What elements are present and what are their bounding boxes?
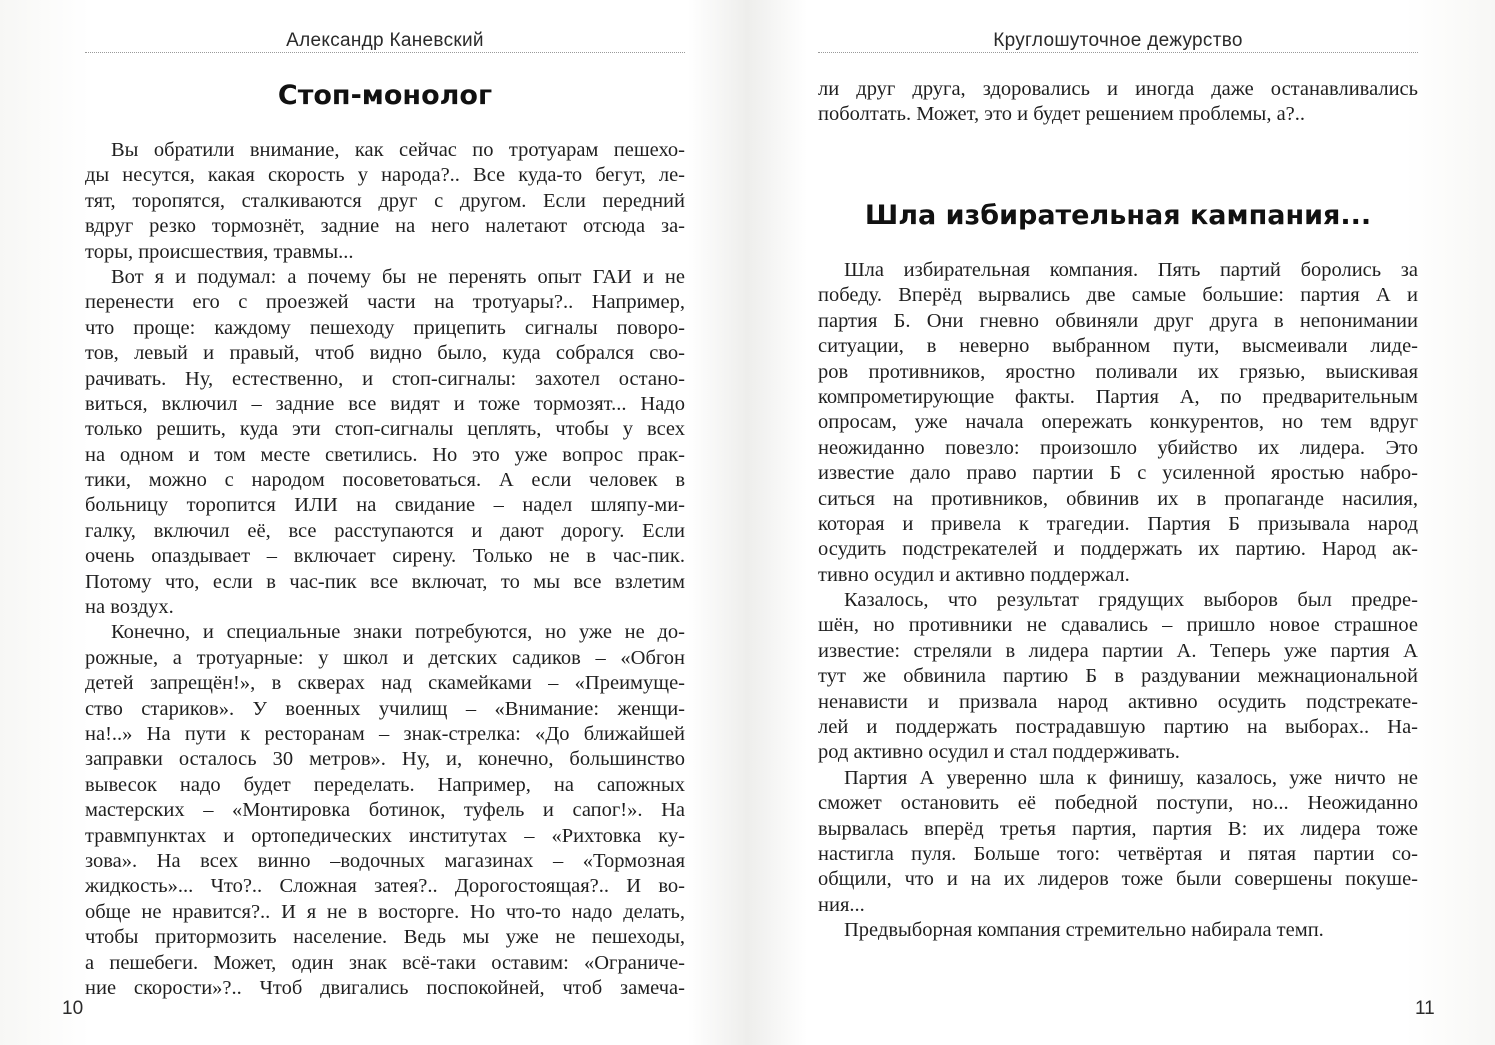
header-rule — [818, 52, 1418, 53]
carried-over-text — [818, 77, 1418, 128]
text-line: вдруг резко тормознёт, задние на него налетают отсюда за- — [85, 215, 685, 238]
text-line: рожные, а тротуарные: у школ и детских садиков – «Обгон — [85, 646, 685, 669]
text-line: победу. Вперёд вырвались две самые большие: партия А и — [818, 284, 1418, 307]
text-line: ние скорости»?.. Чтоб двигались поспокойней, чтоб замеча- — [85, 976, 685, 999]
text-line: которая и привела к трагедии. Партия Б призывала народ — [818, 512, 1418, 535]
text-line: партия Б. Они гневно обвиняли друг друга в непонимании — [818, 309, 1418, 332]
text-line: рачивать. Ну, естественно, и стоп-сигналы: захотел остано- — [85, 367, 685, 390]
body-text — [85, 138, 685, 1001]
text-line: а пешебеги. Может, один знак всё-таки оставим: «Ограниче- — [85, 951, 685, 974]
page-number: 10 — [62, 998, 84, 1019]
text-line: что проще: каждому пешеходу прицепить сигналы поворо- — [85, 316, 685, 339]
text-line: ситуации, в неверно выбранном пути, высмеивали лиде- — [818, 335, 1418, 358]
text-line: чтобы притормозить население. Ведь мы уже не пешеходы, — [85, 926, 685, 949]
text-line: очень опаздывает – включает сирену. Только не в час-пик. — [85, 545, 685, 568]
text-line: на!..» На пути к ресторанам – знак-стрелка: «До ближайшей — [85, 722, 685, 745]
text-line: известие дало право партии Б с усиленной яростью набро- — [818, 462, 1418, 485]
text-line: вывесок надо будет переделать. Например, на сапожных — [85, 773, 685, 796]
running-head-author: Александр Каневский — [286, 30, 484, 51]
text-line: только решить, куда эти стоп-сигналы цеплять, чтобы у всех — [85, 418, 685, 441]
page-number: 11 — [1415, 998, 1435, 1019]
text-line: детей запрещён!», в скверах над скамейками – «Преимуще- — [85, 672, 685, 695]
body-text — [818, 258, 1418, 944]
text-line: осудить подстрекателей и поддержать их партию. Народ ак- — [818, 538, 1418, 561]
text-line: тов, левый и правый, чтоб видно было, куда собрался сво- — [85, 342, 685, 365]
text-line: Шла избирательная компания. Пять партий боролись за — [844, 259, 1418, 281]
text-line: на воздух. — [85, 596, 174, 619]
text-line: ство стариков». У военных училищ – «Внимание: женщи- — [85, 697, 685, 720]
text-line: ненависти и призвала народ активно осудить подстрекате- — [818, 690, 1418, 713]
text-line: опросам, уже начала опережать конкурентов, но тем вдруг — [818, 411, 1418, 434]
text-line: на одном и том месте светились. Но это уже вопрос прак- — [85, 443, 685, 466]
text-line: Вы обратили внимание, как сейчас по тротуарам пешехо- — [111, 139, 685, 161]
text-line: лей и поддержать пострадавшую партию на выборах.. На- — [818, 716, 1418, 739]
text-line: мастерских – «Монтировка ботинок, туфель и сапог!». На — [85, 799, 685, 822]
text-line: больницу торопится ИЛИ на свидание – надел шляпу-ми- — [85, 494, 685, 517]
text-line: виться, включил – задние все видят и тоже тормозят... Надо — [85, 392, 685, 415]
text-line: заправки осталось 30 метров». Ну, и, конечно, большинство — [85, 748, 685, 771]
header-rule — [85, 52, 685, 53]
text-line: Конечно, и специальные знаки потребуются, но уже не до- — [111, 621, 685, 644]
running-head-book-title: Круглошуточное дежурство — [993, 30, 1243, 51]
text-line: род активно осудил и стал поддерживать. — [818, 741, 1180, 764]
text-line: вырвалась вперёд третья партия, партия В: их лидера тоже — [818, 817, 1418, 840]
text-line: перенести его с проезжей части на тротуары?.. Например, — [85, 291, 685, 314]
chapter-title: Шла избирательная кампания... — [864, 200, 1372, 231]
text-line: Вот я и подумал: а почему бы не перенять опыт ГАИ и не — [111, 265, 685, 288]
text-line: компрометирующие факты. Партия А, по предварительным — [818, 385, 1418, 408]
text-line: Казалось, что результат грядущих выборов был предре- — [844, 589, 1418, 612]
text-line: тики, можно с народом посоветоваться. А если человек в — [85, 469, 685, 492]
left-page — [0, 0, 747, 1045]
text-line: настигла пуля. Больше того: четвёртая и пятая партии со- — [818, 842, 1418, 865]
text-line: сможет остановить её победной поступи, но... Неожиданно — [818, 792, 1418, 815]
text-line: общили, что и на их лидеров тоже были совершены покуше- — [818, 868, 1418, 891]
text-line: известие: стреляли в лидера партии А. Теперь уже партия А — [818, 639, 1418, 662]
text-line: неожиданно повезло: произошло убийство их лидера. Это — [818, 436, 1418, 459]
text-line: травмпунктах и ортопедических институтах – «Рихтовка ку- — [85, 824, 685, 847]
text-line: ния... — [818, 893, 865, 916]
text-line: галку, включил её, все расступаются и дают дорогу. Если — [85, 519, 685, 542]
text-line: тивно осудил и активно поддержал. — [818, 563, 1130, 586]
text-line: торы, происшествия, травмы... — [85, 240, 354, 263]
text-line: зова». На всех винно –водочных магазинах – «Тормозная — [85, 849, 685, 872]
chapter-title: Стоп-монолог — [277, 80, 493, 111]
text-line: поболтать. Может, это и будет решением проблемы, а?.. — [818, 103, 1306, 126]
text-line: тят, торопятся, сталкиваются друг с другом. Если передний — [85, 189, 685, 212]
text-line: жидкость»... Что?.. Сложная затея?.. Дорогостоящая?.. И во- — [85, 875, 685, 898]
text-line: Потому что, если в час-пик все включат, то мы все взлетим — [85, 570, 685, 593]
text-line: тут же обвинила партию Б в раздувании межнациональной — [818, 665, 1418, 688]
text-line: Партия А уверенно шла к финишу, казалось, уже ничто не — [844, 766, 1418, 789]
text-line: ров противников, яростно поливали их грязью, выискивая — [818, 360, 1418, 383]
text-line: обще не нравится?.. И я не в восторге. Но что-то надо делать, — [85, 900, 685, 923]
text-line: ли друг друга, здоровались и иногда даже останавливались — [818, 78, 1418, 100]
text-line: шён, но противники не сдавались – пришло новое страшное — [818, 614, 1418, 637]
text-line: ситься на противников, обвинив их в пропаганде насилия, — [818, 487, 1418, 510]
text-line: Предвыборная компания стремительно набирала темп. — [844, 919, 1324, 942]
right-page — [748, 0, 1495, 1045]
text-line: ды несутся, какая скорость у народа?.. Все куда-то бегут, ле- — [85, 164, 685, 187]
